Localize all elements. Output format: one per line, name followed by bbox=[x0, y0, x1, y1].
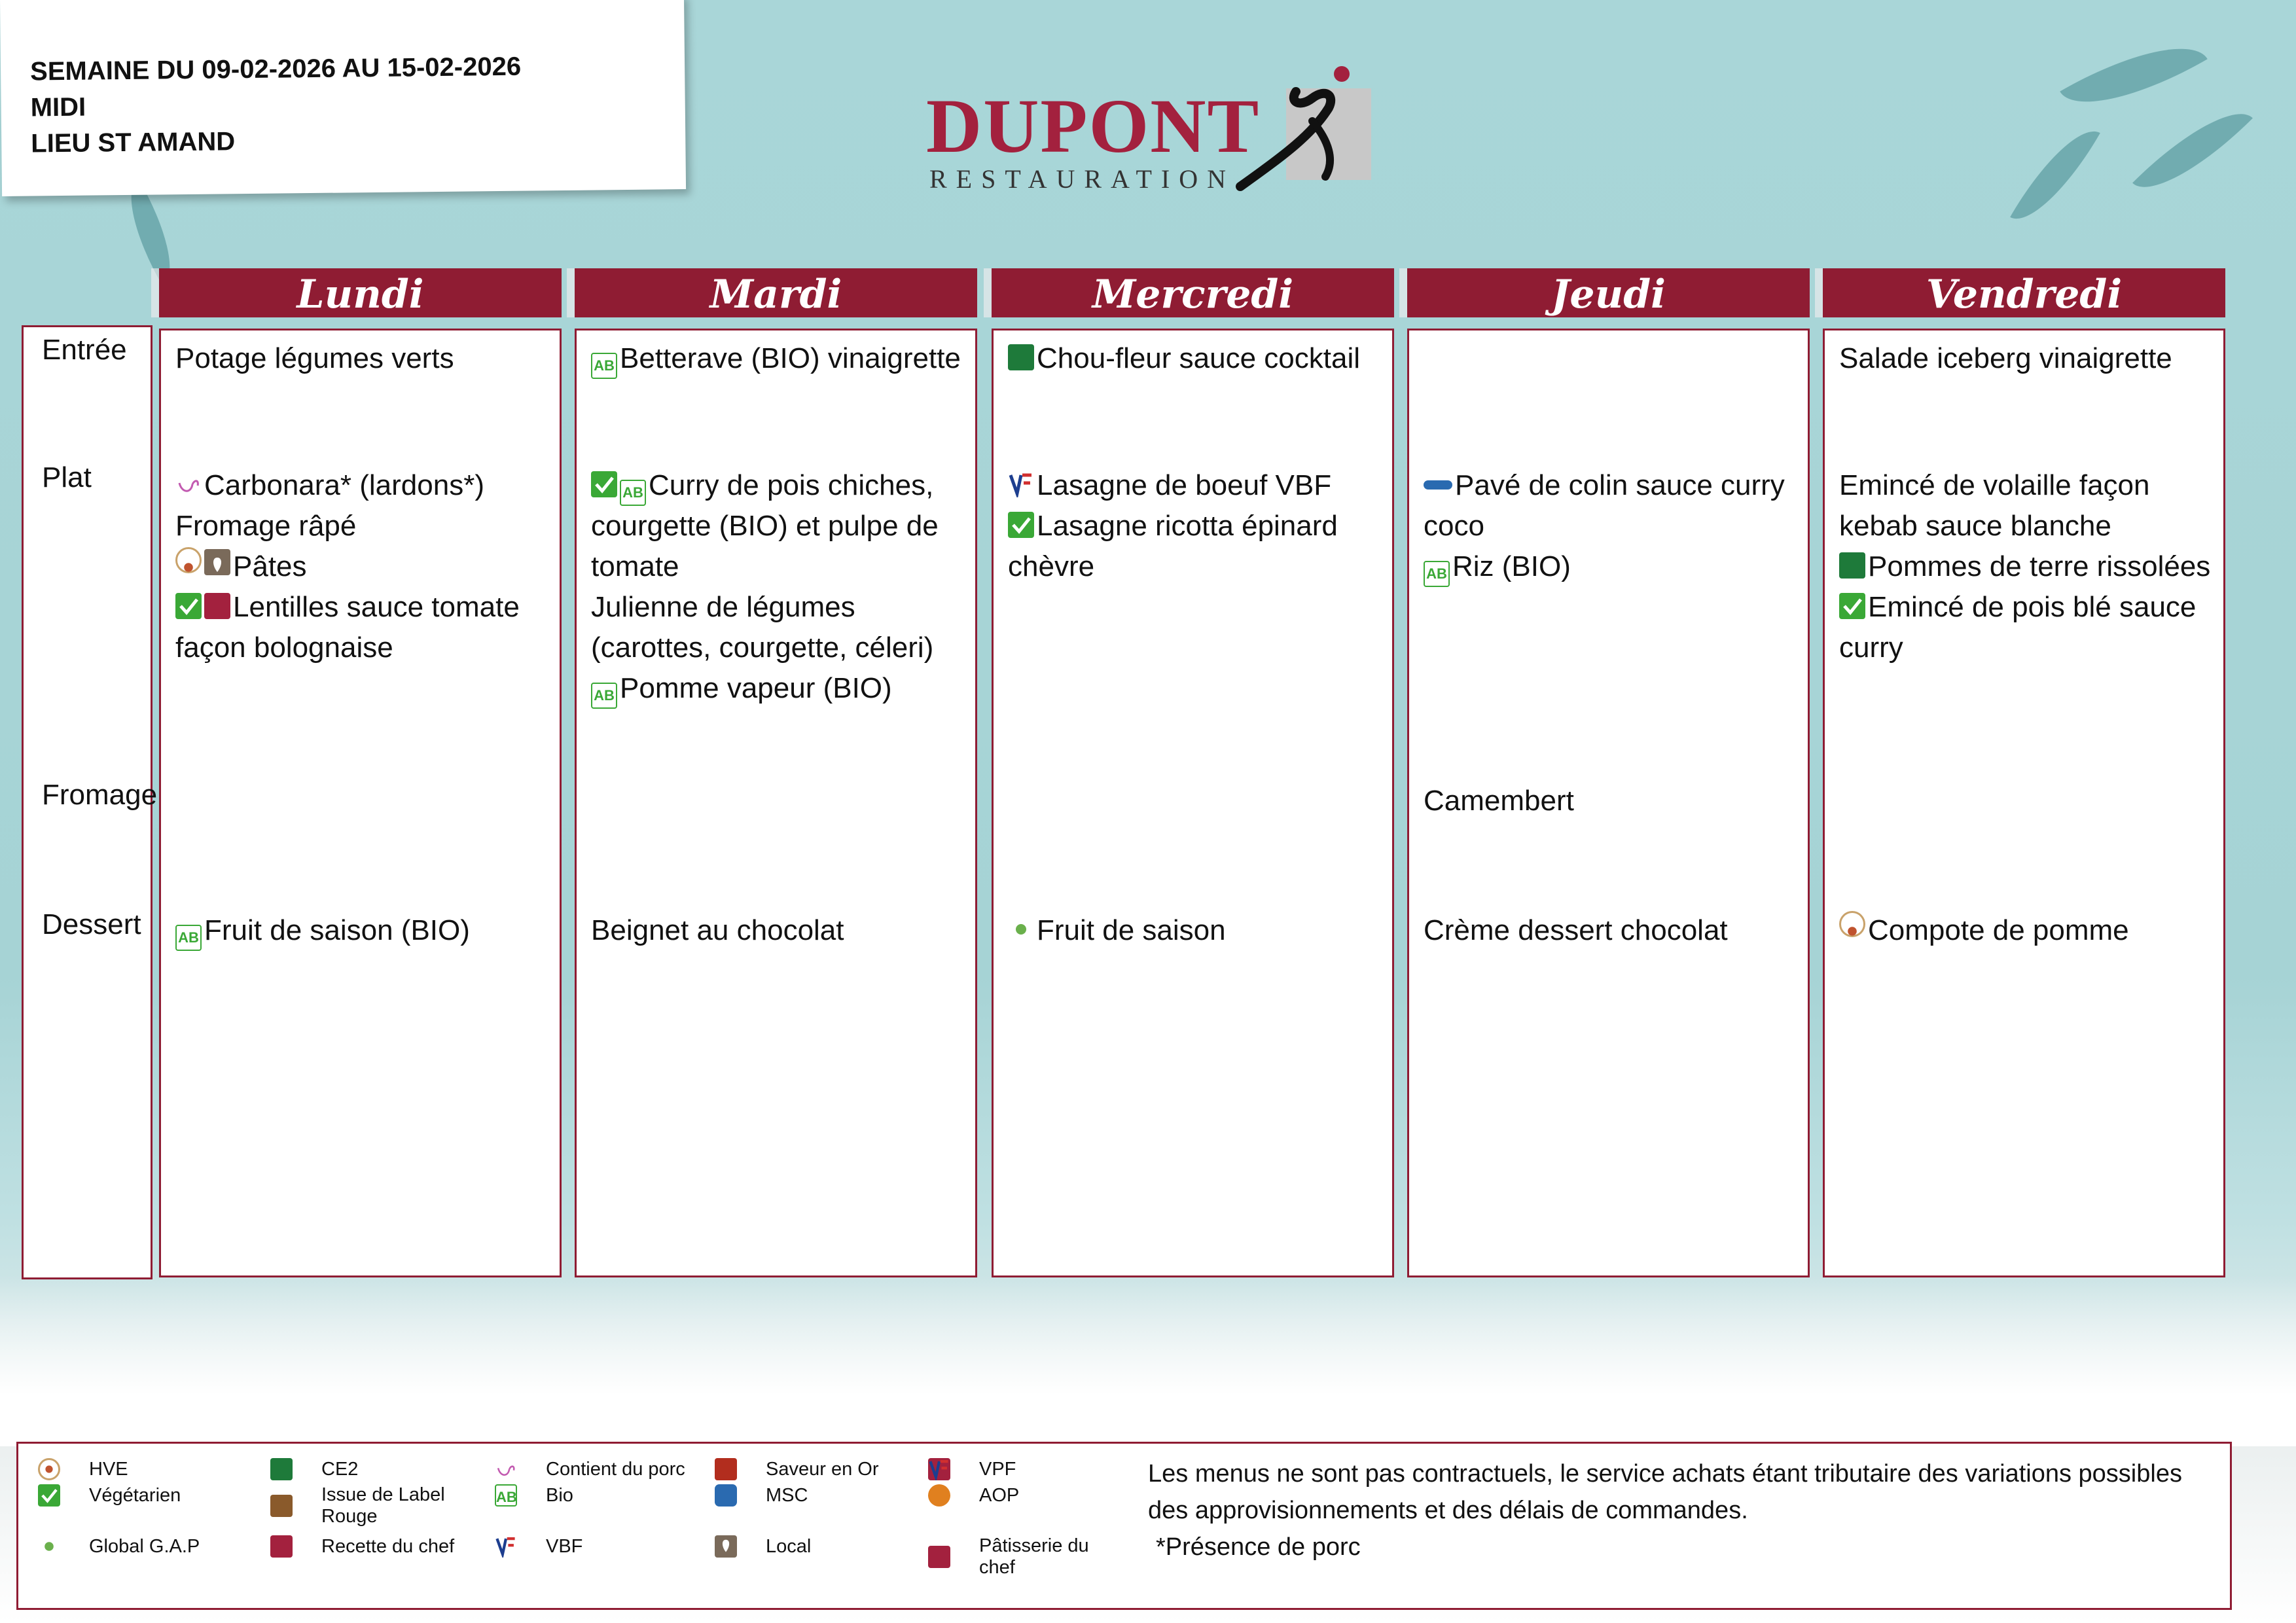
menu-item bbox=[1008, 910, 1388, 951]
day-header-lundi: Lundi bbox=[159, 268, 562, 317]
leaf-decoration bbox=[2060, 20, 2208, 132]
brand-logo bbox=[926, 62, 1371, 203]
menu-item bbox=[591, 910, 971, 951]
row-label-plat: Plat bbox=[42, 461, 92, 493]
dessert-section bbox=[1424, 910, 1804, 951]
menu-item bbox=[1424, 781, 1804, 821]
logo-subtitle: RESTAURATION bbox=[929, 164, 1236, 194]
header-note bbox=[0, 0, 686, 196]
bio-icon: AB bbox=[620, 480, 646, 506]
fromage-section bbox=[1424, 781, 1804, 821]
msc-icon bbox=[715, 1484, 737, 1507]
ce2-icon bbox=[270, 1458, 293, 1480]
vegetarian-icon bbox=[175, 593, 202, 619]
local-icon bbox=[715, 1535, 737, 1558]
menu-item-text: Julienne de légumes (carottes, courgette, céleri) bbox=[591, 591, 934, 664]
hve-icon bbox=[175, 547, 202, 573]
menu-item bbox=[1839, 587, 2219, 668]
menu-item bbox=[1008, 465, 1388, 506]
menu-item-text: Chou-fleur sauce cocktail bbox=[1037, 342, 1361, 374]
legend-item bbox=[38, 1458, 254, 1480]
menu-item bbox=[1839, 910, 2219, 951]
day-column-vendredi bbox=[1823, 329, 2225, 1277]
legend-item bbox=[495, 1535, 711, 1558]
menu-item-text: Fromage râpé bbox=[175, 510, 357, 542]
global-gap-icon bbox=[38, 1535, 60, 1558]
menu-item-text: Pommes de terre rissolées bbox=[1868, 550, 2211, 582]
dessert-section bbox=[1839, 910, 2219, 951]
menu-item-text: Lasagne de boeuf VBF bbox=[1037, 469, 1332, 501]
row-labels bbox=[22, 325, 158, 1279]
entree-section bbox=[1839, 338, 2219, 379]
legend-label: CE2 bbox=[321, 1458, 359, 1480]
legend-box bbox=[16, 1442, 2232, 1610]
menu-item-text: Salade iceberg vinaigrette bbox=[1839, 342, 2172, 374]
menu-item bbox=[591, 587, 971, 668]
menu-item-text: Riz (BIO) bbox=[1452, 550, 1571, 582]
menu-item bbox=[1424, 910, 1804, 951]
menu-item bbox=[1839, 546, 2219, 587]
menu-item-text: Lasagne ricotta épinard chèvre bbox=[1008, 510, 1338, 582]
global-gap-icon bbox=[1008, 913, 1034, 939]
legend-label: VPF bbox=[979, 1458, 1016, 1480]
legend-label: Saveur en Or bbox=[766, 1458, 879, 1480]
menu-item bbox=[1424, 546, 1804, 587]
legend-label: Local bbox=[766, 1535, 812, 1557]
label-rouge-icon bbox=[270, 1495, 293, 1517]
legend-label: HVE bbox=[89, 1458, 128, 1480]
menu-item-text: Carbonara* (lardons*) bbox=[204, 469, 484, 501]
ce2-icon bbox=[1008, 344, 1034, 370]
menu-item bbox=[591, 338, 971, 379]
menu-item bbox=[175, 587, 556, 668]
plat-section bbox=[1424, 465, 1804, 587]
legend-label: Issue de Label Rouge bbox=[321, 1484, 445, 1527]
bio-icon: AB bbox=[591, 353, 617, 379]
vegetarian-icon bbox=[1839, 593, 1865, 619]
legend-item bbox=[38, 1535, 254, 1558]
day-column-lundi bbox=[159, 329, 562, 1277]
pork-icon bbox=[175, 468, 202, 494]
msc-icon bbox=[1424, 480, 1452, 490]
snow-ground bbox=[0, 1276, 2296, 1446]
local-icon bbox=[204, 549, 230, 575]
menu-item bbox=[1839, 338, 2219, 379]
menu-item bbox=[175, 465, 556, 506]
legend-item bbox=[270, 1484, 486, 1527]
leaf-decoration bbox=[2010, 115, 2100, 235]
pork-notice: *Présence de porc bbox=[1156, 1533, 1361, 1561]
menu-item bbox=[591, 465, 971, 587]
plat-section bbox=[1839, 465, 2219, 668]
menu-item bbox=[1008, 338, 1388, 379]
legend-item bbox=[928, 1535, 1144, 1578]
menu-item bbox=[175, 338, 556, 379]
menu-item-text: Emincé de volaille façon kebab sauce blanche bbox=[1839, 469, 2150, 542]
chef-recipe-icon bbox=[204, 593, 230, 619]
bio-icon: AB bbox=[591, 683, 617, 709]
menu-item-text: Fruit de saison bbox=[1037, 914, 1226, 946]
legend-label: Contient du porc bbox=[546, 1458, 685, 1480]
day-header-jeudi: Jeudi bbox=[1407, 268, 1810, 317]
disclaimer bbox=[1148, 1455, 2221, 1565]
menu-item-text: Camembert bbox=[1424, 785, 1574, 817]
menu-item-text: Pâtes bbox=[233, 550, 307, 582]
hve-icon bbox=[1839, 911, 1865, 937]
legend-item bbox=[715, 1535, 931, 1558]
logo-brand: DUPONT bbox=[926, 83, 1261, 169]
legend-item bbox=[928, 1458, 1144, 1480]
menu-item bbox=[175, 506, 556, 546]
plat-section bbox=[591, 465, 971, 709]
legend-label: Pâtisserie du chef bbox=[979, 1535, 1089, 1578]
bio-icon: AB bbox=[175, 925, 202, 951]
vbf-icon bbox=[1008, 468, 1034, 494]
pork-icon bbox=[495, 1458, 517, 1480]
ce2-icon bbox=[1839, 552, 1865, 579]
disclaimer-text: Les menus ne sont pas contractuels, le service achats étant tributaire des variations possibles des approvisionnements et des délais de commandes. bbox=[1148, 1460, 2182, 1524]
menu-item-text: Crème dessert chocolat bbox=[1424, 914, 1728, 946]
day-header-mardi: Mardi bbox=[575, 268, 977, 317]
plat-section bbox=[1008, 465, 1388, 587]
legend-label: Recette du chef bbox=[321, 1535, 455, 1557]
entree-section bbox=[591, 338, 971, 379]
legend-item bbox=[928, 1484, 1144, 1507]
legend-label: Global G.A.P bbox=[89, 1535, 200, 1557]
dessert-section bbox=[175, 910, 556, 951]
day-column-mardi bbox=[575, 329, 977, 1277]
menu-item-text: Pomme vapeur (BIO) bbox=[620, 672, 892, 704]
day-column-mercredi bbox=[992, 329, 1394, 1277]
place-label: LIEU ST AMAND bbox=[31, 127, 236, 158]
legend-label: VBF bbox=[546, 1535, 583, 1557]
menu-item bbox=[591, 668, 971, 709]
entree-section bbox=[1008, 338, 1388, 379]
legend-label: Végétarien bbox=[89, 1484, 181, 1506]
bio-icon: AB bbox=[495, 1484, 517, 1507]
legend-label: MSC bbox=[766, 1484, 808, 1506]
legend-label: AOP bbox=[979, 1484, 1020, 1506]
vegetarian-icon bbox=[38, 1484, 60, 1507]
dessert-section bbox=[591, 910, 971, 951]
menu-item-text: Fruit de saison (BIO) bbox=[204, 914, 470, 946]
menu-item-text: Betterave (BIO) vinaigrette bbox=[620, 342, 961, 374]
hve-icon bbox=[38, 1458, 60, 1480]
menu-item bbox=[175, 910, 556, 951]
week-title: SEMAINE DU 09-02-2026 AU 15-02-2026 bbox=[29, 52, 522, 86]
menu-item bbox=[1424, 465, 1804, 546]
dessert-section bbox=[1008, 910, 1388, 951]
day-column-jeudi bbox=[1407, 329, 1810, 1277]
saveur-en-or-icon bbox=[715, 1458, 737, 1480]
entree-section bbox=[175, 338, 556, 379]
legend-item bbox=[715, 1458, 931, 1480]
menu-item-text: Beignet au chocolat bbox=[591, 914, 844, 946]
menu-item bbox=[1008, 506, 1388, 587]
legend-item bbox=[38, 1484, 254, 1507]
menu-item bbox=[1839, 465, 2219, 546]
legend-item bbox=[495, 1458, 711, 1480]
meal-label: MIDI bbox=[30, 92, 86, 122]
menu-item bbox=[175, 546, 556, 587]
legend-label: Bio bbox=[546, 1484, 573, 1506]
menu-item-text: Pavé de colin sauce curry coco bbox=[1424, 469, 1785, 542]
menu-item-text: Lentilles sauce tomate façon bolognaise bbox=[175, 591, 520, 664]
logo-swoosh-icon bbox=[1214, 62, 1371, 193]
aop-icon bbox=[928, 1484, 950, 1507]
vegetarian-icon bbox=[591, 471, 617, 497]
legend-item bbox=[715, 1484, 931, 1507]
menu-item-text: Potage légumes verts bbox=[175, 342, 454, 374]
legend-item bbox=[495, 1484, 711, 1507]
vegetarian-icon bbox=[1008, 512, 1034, 538]
day-header-mercredi: Mercredi bbox=[992, 268, 1394, 317]
row-label-entree: Entrée bbox=[42, 334, 127, 366]
row-label-fromage: Fromage bbox=[42, 779, 158, 811]
plat-section bbox=[175, 465, 556, 668]
menu-item-text: Compote de pomme bbox=[1868, 914, 2129, 946]
legend-item bbox=[270, 1458, 486, 1480]
patisserie-icon bbox=[928, 1546, 950, 1568]
vpf-icon bbox=[928, 1458, 950, 1480]
chef-recipe-icon bbox=[270, 1535, 293, 1558]
leaf-decoration bbox=[2132, 90, 2253, 211]
menu-item-text: Curry de pois chiches, courgette (BIO) et pulpe de tomate bbox=[591, 469, 939, 582]
legend-item bbox=[270, 1535, 486, 1558]
bio-icon: AB bbox=[1424, 561, 1450, 587]
vbf-icon bbox=[495, 1535, 517, 1558]
row-label-dessert: Dessert bbox=[42, 908, 141, 940]
day-header-vendredi: Vendredi bbox=[1823, 268, 2225, 317]
menu-item-text: Emincé de pois blé sauce curry bbox=[1839, 591, 2197, 664]
